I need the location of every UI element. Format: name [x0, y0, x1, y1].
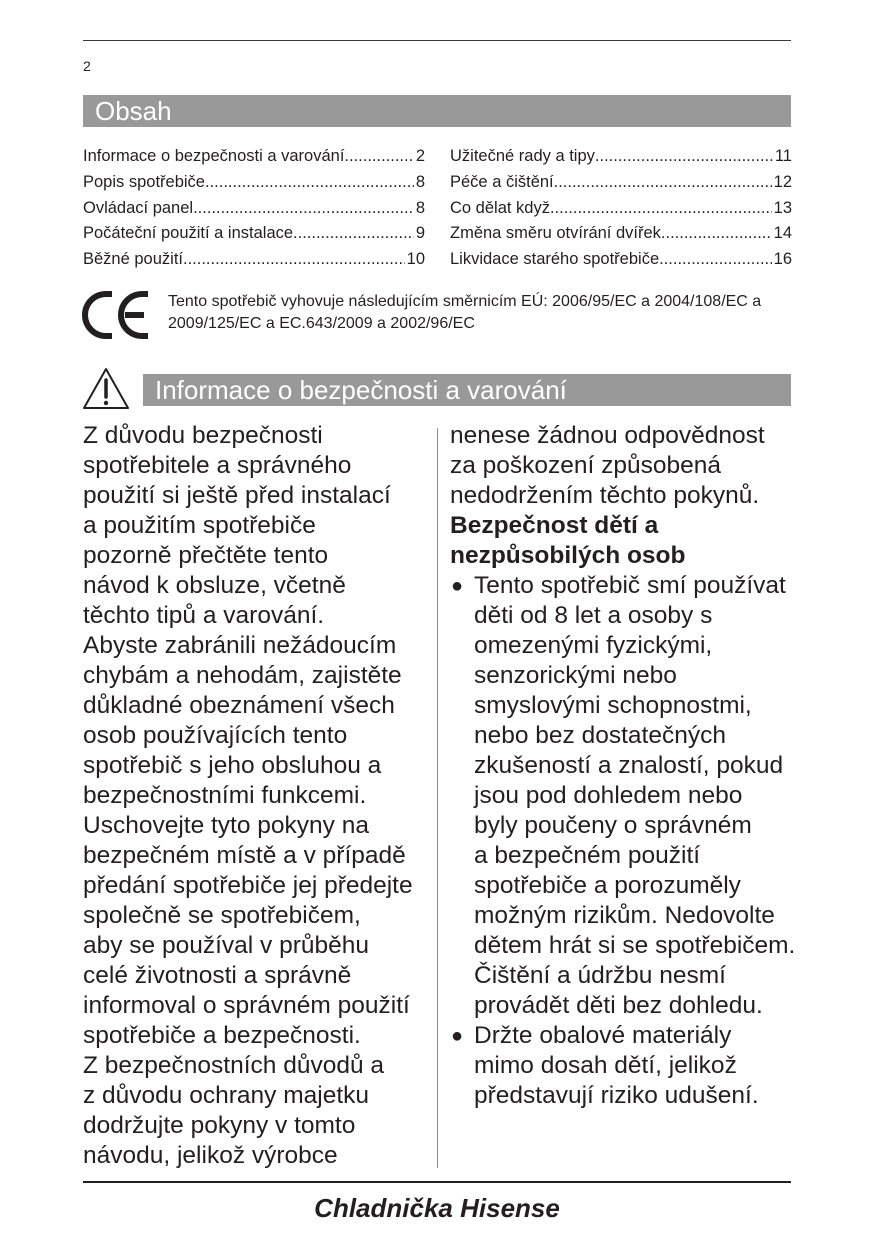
toc-entry-page-number: 14 — [773, 224, 792, 243]
footer-title: Chladnička Hisense — [314, 1193, 560, 1223]
body-text-line: a použitím spotřebiče — [83, 512, 316, 539]
body-text-line: omezenými fyzickými, — [474, 632, 713, 659]
body-text-line: Uschovejte tyto pokyny na — [83, 812, 369, 839]
body-text-line: dodržujte pokyny v tomto — [83, 1112, 356, 1139]
ce-mark-icon — [82, 291, 150, 339]
top-rule — [83, 40, 791, 41]
safety-paragraph — [83, 1051, 428, 1171]
body-text-line: nebo bez dostatečných — [474, 722, 726, 749]
toc-entry-label: Užitečné rady a tipy — [450, 147, 595, 165]
toc-entry-page-number: 13 — [773, 198, 792, 217]
body-text-line: jsou pod dohledem nebo — [474, 782, 743, 809]
toc-entry — [450, 144, 792, 170]
toc-dot-leader — [183, 247, 405, 273]
body-text-line: spotřebiče a porozuměly — [474, 872, 741, 899]
body-text-line: za poškození způsobená — [450, 452, 722, 479]
toc-entry — [450, 196, 792, 222]
compliance-statement: Tento spotřebič vyhovuje následujícím směrnicím EÚ: 2006/95/EC a 2004/108/EC a 2009/125/EC a EC.643/2009 a 2002/96/EC — [168, 293, 762, 332]
toc-dot-leader — [205, 170, 414, 196]
body-text-line: představují riziko udušení. — [474, 1082, 759, 1109]
body-text-line: dětem hrát si se spotřebičem. — [474, 932, 796, 959]
body-text-line: Abyste zabránili nežádoucím — [83, 632, 397, 659]
body-text-line: nenese žádnou odpovědnost — [450, 422, 765, 449]
body-text-line: Z důvodu bezpečnosti — [83, 422, 323, 449]
bottom-rule — [83, 1181, 791, 1183]
toc-entry-label: Počáteční použití a instalace — [83, 224, 294, 243]
toc-dot-leader — [554, 170, 772, 196]
safety-paragraph-continued — [450, 421, 795, 511]
page-number: 2 — [83, 58, 91, 74]
toc-dot-leader — [293, 221, 414, 247]
body-text-line: spotřebitele a správného — [83, 452, 352, 479]
body-text-line: Držte obalové materiály — [474, 1022, 732, 1049]
body-text-line: celé životnosti a správně — [83, 962, 352, 989]
warning-triangle-icon — [82, 367, 130, 411]
toc-dot-leader — [193, 196, 414, 222]
toc-entry — [83, 196, 425, 222]
column-separator — [437, 428, 438, 1168]
body-text-line: možným rizikům. Nedovolte — [474, 902, 775, 929]
toc-entry-page-number: 11 — [774, 147, 792, 165]
toc-entry — [450, 221, 792, 247]
safety-paragraph — [83, 421, 428, 631]
toc-entry-page-number: 10 — [406, 250, 425, 268]
body-text-line: nedodržením těchto pokynů. — [450, 482, 760, 509]
body-text-line: smyslovými schopnostmi, — [474, 692, 752, 719]
body-text-line: provádět děti bez dohledu. — [474, 992, 763, 1019]
toc-dot-leader — [550, 196, 772, 222]
section-subheading — [450, 511, 795, 571]
toc-entry — [450, 247, 792, 273]
bullet-marker: ● — [451, 575, 464, 597]
body-text-line: předání spotřebiče jej předejte — [83, 872, 413, 899]
body-text-line: děti od 8 let a osoby s — [474, 602, 713, 629]
safety-left-column — [83, 421, 428, 1171]
toc-entry-page-number: 9 — [415, 224, 425, 243]
toc-entry-label: Běžné použití — [83, 250, 183, 268]
toc-entry-label: Likvidace starého spotřebiče — [450, 250, 660, 268]
toc-right-column — [450, 144, 792, 273]
toc-entry — [83, 221, 425, 247]
body-text-line: bezpečném místě a v případě — [83, 842, 406, 869]
body-text-line: byly poučeny o správném — [474, 812, 752, 839]
safety-section-heading: Informace o bezpečnosti a varování — [143, 374, 791, 406]
safety-paragraph — [83, 631, 428, 811]
toc-dot-leader — [661, 221, 772, 247]
body-text-line: Tento spotřebič smí používat — [474, 572, 786, 599]
body-text-line: Z bezpečnostních důvodů a — [83, 1052, 385, 1079]
body-text-line: informoval o správném použití — [83, 992, 410, 1019]
toc-entry-page-number: 12 — [773, 172, 792, 191]
bullet-item — [450, 571, 795, 1021]
safety-right-column — [450, 421, 795, 1111]
subheading-line: nezpůsobilých osob — [450, 542, 686, 569]
body-text-line: mimo dosah dětí, jelikož — [474, 1052, 737, 1079]
toc-entry — [83, 247, 425, 273]
toc-entry-label: Popis spotřebiče — [83, 172, 205, 191]
toc-entry-label: Informace o bezpečnosti a varování — [83, 147, 345, 165]
subheading-line: Bezpečnost dětí a — [450, 512, 659, 539]
body-text-line: a bezpečném použití — [474, 842, 701, 869]
body-text-line: bezpečnostními funkcemi. — [83, 782, 367, 809]
toc-entry-page-number: 16 — [773, 250, 792, 268]
bullet-marker: ● — [451, 1025, 464, 1047]
body-text-line: aby se používal v průběhu — [83, 932, 370, 959]
toc-dot-leader — [595, 144, 773, 170]
toc-entry — [83, 170, 425, 196]
body-text-line: chybám a nehodám, zajistěte — [83, 662, 402, 689]
toc-dot-leader — [659, 247, 772, 273]
body-text-line: těchto tipů a varování. — [83, 602, 325, 629]
body-text-line: důkladné obeznámení všech — [83, 692, 395, 719]
toc-entry-page-number: 8 — [415, 172, 425, 191]
body-text-line: spotřebič s jeho obsluhou a — [83, 752, 382, 779]
toc-entry-label: Změna směru otvírání dvířek — [450, 224, 661, 243]
body-text-line: senzorickými nebo — [474, 662, 677, 689]
body-text-line: návodu, jelikož výrobce — [83, 1142, 338, 1169]
toc-left-column — [83, 144, 425, 273]
body-text-line: Čištění a údržbu nesmí — [474, 962, 726, 989]
bullet-item — [450, 1021, 795, 1111]
body-text-line: spotřebiče a bezpečnosti. — [83, 1022, 361, 1049]
toc-entry — [450, 170, 792, 196]
toc-entry-label: Ovládací panel — [83, 198, 194, 217]
toc-entry-label: Péče a čištění — [450, 172, 554, 191]
safety-paragraph — [83, 811, 428, 1051]
body-text-line: pozorně přečtěte tento — [83, 542, 329, 569]
body-text-line: z důvodu ochrany majetku — [83, 1082, 369, 1109]
toc-entry-label: Co dělat když — [450, 198, 550, 217]
body-text-line: společně se spotřebičem, — [83, 902, 361, 929]
body-text-line: zkušeností a znalostí, pokud — [474, 752, 784, 779]
toc-heading: Obsah — [83, 95, 791, 127]
toc-entry-page-number: 8 — [415, 198, 425, 217]
body-text-line: použití si ještě před instalací — [83, 482, 391, 509]
body-text-line: osob používajících tento — [83, 722, 348, 749]
toc-entry-page-number: 2 — [415, 147, 425, 165]
toc-dot-leader — [344, 144, 413, 170]
body-text-line: návod k obsluze, včetně — [83, 572, 346, 599]
toc-entry — [83, 144, 425, 170]
